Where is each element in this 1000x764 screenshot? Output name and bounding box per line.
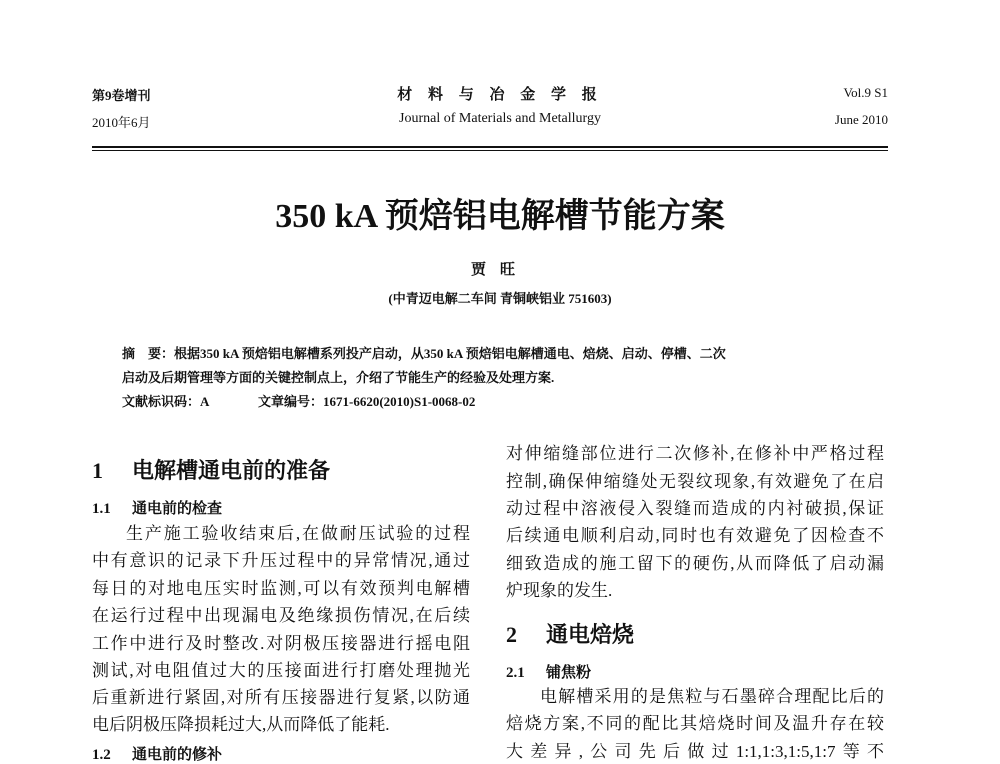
abstract-line: 启动及后期管理等方面的关键控制点上，介绍了节能生产的经验及处理方案. xyxy=(122,370,555,385)
text-line: 细致造成的施工留下的硬伤,从而降低了启动漏 xyxy=(506,554,884,573)
author: 贾旺 xyxy=(470,262,529,278)
text-line: 生产施工验收结束后,在做耐压试验的过程 xyxy=(126,524,470,543)
document-code: 文献标识码：A xyxy=(122,394,210,409)
text-line: 对伸缩缝部位进行二次修补,在修补中严格过程 xyxy=(506,444,884,463)
subsection-heading: 2.1 铺焦粉 xyxy=(506,665,592,681)
section-heading: 1 电解槽通电前的准备 xyxy=(92,458,331,483)
paper-title: 350 kA 预焙铝电解槽节能方案 xyxy=(275,198,725,235)
affiliation: (中青迈电解二车间 青铜峡铝业 751603) xyxy=(388,291,612,306)
right-column xyxy=(506,0,884,760)
text-line: 电解槽采用的是焦粒与石墨碎合理配比后的 xyxy=(540,687,884,706)
text-line: 炉现象的发生. xyxy=(506,581,613,600)
issue-date: 2010年6月 xyxy=(92,115,151,130)
text-line: 工作中进行及时整改.对阴极压接器进行摇电阻 xyxy=(92,634,470,653)
article-number: 文章编号：1671-6620(2010)S1-0068-02 xyxy=(258,394,476,409)
date-en: June 2010 xyxy=(834,112,888,127)
section-heading: 2 通电焙烧 xyxy=(506,622,635,647)
journal-name-en: Journal of Materials and Metallurgy xyxy=(399,111,601,126)
volume-en: Vol.9 S1 xyxy=(843,85,888,100)
text-line: 电后阴极压降损耗过大,从而降低了能耗. xyxy=(92,715,390,734)
left-column xyxy=(92,0,470,763)
text-line: 测试,对电阻值过大的压接面进行打磨处理抛光 xyxy=(92,661,470,680)
text-line: 动过程中溶液侵入裂缝而造成的内衬破损,保证 xyxy=(506,499,884,518)
journal-name-cn: 材 料 与 冶 金 学 报 xyxy=(397,87,603,103)
text-line: 控制,确保伸缩缝处无裂纹现象,有效避免了在启 xyxy=(506,472,884,491)
text-line: 后重新进行紧固,对所有压接器进行复紧,以防通 xyxy=(92,688,470,707)
text-line: 每日的对地电压实时监测,可以有效预判电解槽 xyxy=(92,579,470,598)
subsection-heading: 1.2 通电前的修补 xyxy=(92,747,223,763)
text-line: 后续通电顺利启动,同时也有效避免了因检查不 xyxy=(506,526,884,545)
text-line: 焙烧方案,不同的配比其焙烧时间及温升存在较 xyxy=(506,714,884,733)
text-line: 大差异,公司先后做过1:1,1:3,1:5,1:7等不 xyxy=(506,742,884,761)
subsection-heading: 1.1 通电前的检查 xyxy=(92,501,223,517)
volume-issue: 第9卷增刊 xyxy=(92,88,151,103)
text-line: 在运行过程中出现漏电及绝缘损伤情况,在后续 xyxy=(92,606,470,625)
abstract-line: 摘 要：根据350 kA 预焙铝电解槽系列投产启动，从350 kA 预焙铝电解槽通电、焙烧、启动、停槽、二次 xyxy=(122,346,726,361)
text-line: 中有意识的记录下升压过程中的异常情况,通过 xyxy=(92,551,470,570)
